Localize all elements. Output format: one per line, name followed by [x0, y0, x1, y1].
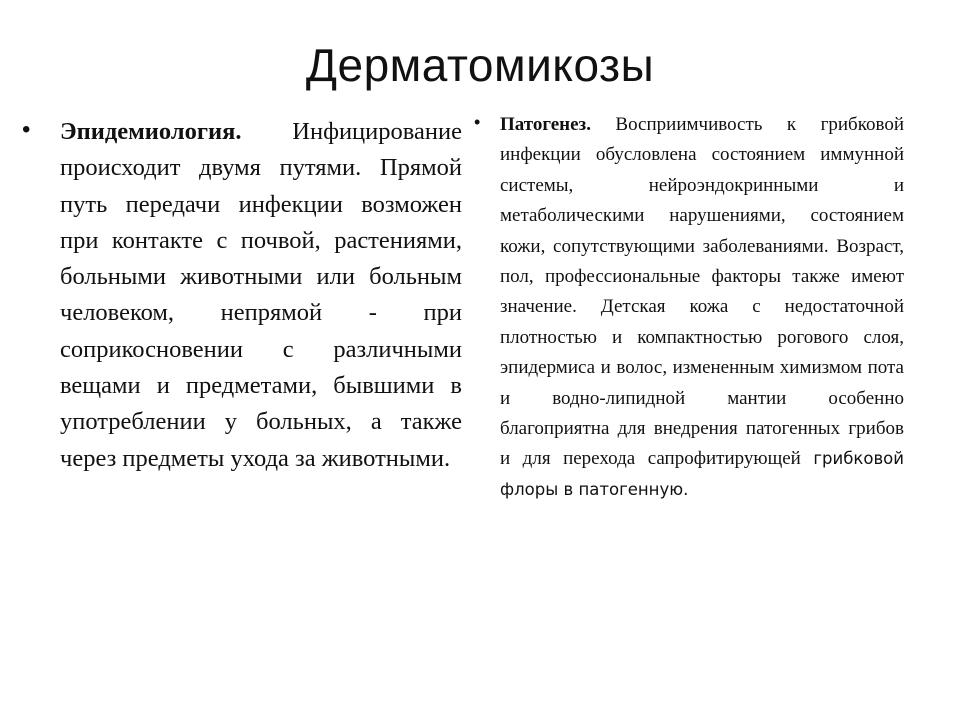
- pathogenesis-tail: грибковой флоры в патогенную.: [500, 449, 904, 499]
- pathogenesis-heading: Патогенез.: [500, 114, 591, 135]
- epidemiology-paragraph: [60, 114, 462, 477]
- epidemiology-column: [22, 114, 462, 477]
- epidemiology-heading: Эпидемиология.: [60, 118, 242, 145]
- pathogenesis-paragraph: [500, 110, 904, 505]
- bullet-icon: •: [22, 116, 31, 143]
- bullet-icon: •: [474, 112, 481, 132]
- slide-title: Дерматомикозы: [305, 39, 655, 91]
- pathogenesis-body: Восприимчивость к грибковой инфекции обусловлена состоянием иммунной системы, нейроэндокринными и метаболическими нарушениями, состоянием кожи, сопутствующими заболеваниями. Возраст, пол, профессиональные факторы также имеют значение. Детская кожа с недостаточной плотностью и компактностью рогового слоя, эпидермиса и волос, измененным химизмом пота и водно-липидной мантии особенно благоприятна для внедрения патогенных грибов и для перехода сапрофитирующей: [500, 114, 904, 470]
- epidemiology-body: Инфицирование происходит двумя путями. Прямой путь передачи инфекции возможен при контакте с почвой, растениями, больными животными или больным человеком, непрямой - при соприкосновении с различными вещами и предметами, бывшими в употреблении у больных, а также через предметы ухода за животными.: [60, 118, 462, 472]
- pathogenesis-column: [470, 110, 904, 505]
